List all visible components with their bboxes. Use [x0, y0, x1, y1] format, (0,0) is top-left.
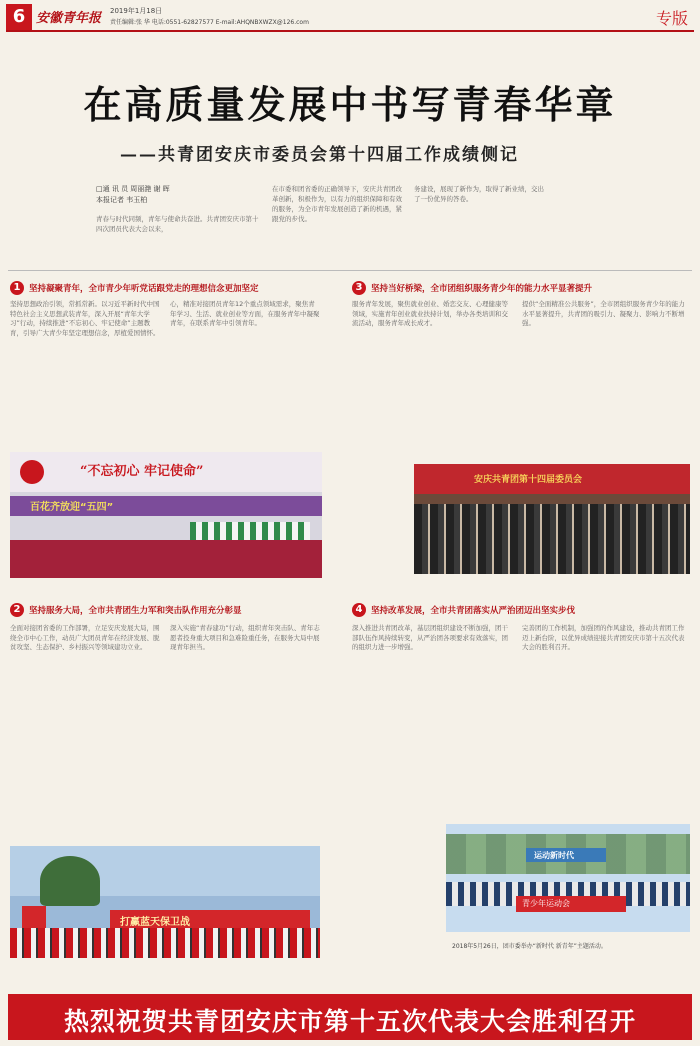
- section-title: 坚持凝聚青年，全市青少年听党话跟党走的理想信念更加坚定: [29, 284, 259, 294]
- section-number: 4: [352, 603, 366, 617]
- photo-stage: [10, 540, 322, 578]
- photo-crowd: [414, 504, 690, 574]
- intro-column-3: 务建设，展现了新作为，取得了新业绩，交出了一份优异的答卷。: [414, 185, 544, 203]
- masthead: 安徽青年报: [36, 11, 102, 26]
- section-number: 3: [352, 281, 366, 295]
- photo-banner-text: “不忘初心 牢记使命”: [80, 464, 204, 479]
- section-label: 专版: [655, 9, 688, 28]
- photo-flag: [22, 906, 46, 930]
- photo-banner-text: 青少年运动会: [522, 899, 570, 908]
- section-1-text-b: 心，精准对接团员青年12个重点领域需求，聚焦青年学习、生活、就业创业等方面，在服务青年中凝聚青年，在联系青年中引领青年。: [170, 300, 320, 327]
- youth-league-logo: [20, 460, 44, 484]
- photo-banner-text: 安庆共青团第十四届委员会: [474, 475, 583, 485]
- section-4-header: [352, 602, 575, 618]
- section-3-header: [352, 280, 592, 296]
- photo-group: [414, 464, 690, 574]
- section-number: 1: [10, 281, 24, 295]
- photo-ceremony: [10, 452, 322, 578]
- section-4-text-b: 完善团的工作机制，加强团的作风建设，推动共青团工作迈上新台阶，以优异成绩迎接共青团安庆市第十五次代表大会的胜利召开。: [522, 624, 685, 651]
- section-2-text-b: 深入实施“青春建功”行动，组织青年突击队、青年志愿者投身重大项目和急难险重任务，在服务大局中展现青年担当。: [170, 624, 320, 651]
- section-2-header: [10, 602, 242, 618]
- section-2-text-a: 全面对接团省委的工作部署，立足安庆发展大局，围绕全市中心工作，动员广大团员青年在经济发展、脱贫攻坚、生态保护、乡村振兴等领域建功立业。: [10, 624, 160, 651]
- section-title: 坚持服务大局，全市共青团生力军和突击队作用充分彰显: [29, 606, 242, 616]
- photo-banner-text: 打赢蓝天保卫战: [120, 917, 190, 928]
- byline-correspondents: □通 讯 员 周丽滟 谢 晖: [96, 185, 170, 193]
- subheadline: ——共青团安庆市委员会第十四届工作成绩侧记: [120, 145, 519, 165]
- byline: [96, 184, 261, 206]
- photo-crowd: [10, 928, 320, 958]
- intro-column-1: 青春与时代同频，青年与使命共奋进。共青团安庆市第十四次团员代表大会以来，: [96, 215, 259, 233]
- section-4-text-a: 深入推进共青团改革，基层团组织建设不断加强，团干部队伍作风持续转变，从严治团各项要求有效落实，团的组织力进一步增强。: [352, 624, 508, 651]
- intro-column-2: 在市委和团省委的正确领导下，安庆共青团改革创新，积极作为，以有力的组织保障和有效的服务，为全市青年发展创造了新的机遇，紧跟党的步伐。: [272, 185, 402, 223]
- photo-sports-event: [446, 824, 690, 932]
- divider: [8, 270, 692, 271]
- photo-caption: 2018年5月26日，团市委举办“新时代 新青年”主题活动。: [452, 943, 607, 950]
- editors-line: 责任编辑:张 华 电话:0551-62827577 E-mail:AHQNBXWZX@126.com: [110, 19, 309, 26]
- header-rule: [6, 30, 694, 32]
- photo-sign-text: 运动新时代: [534, 851, 574, 860]
- footer-banner: [8, 994, 692, 1040]
- section-3-text-a: 服务青年发展，聚焦就业创业、婚恋交友、心理健康等领域，实施青年创业就业扶持计划，举办各类培训和交流活动，服务青年成长成才。: [352, 300, 508, 327]
- page-number: 6: [6, 4, 32, 30]
- photo-tree: [40, 856, 100, 906]
- section-3-text-b: 提供“全面精准公共服务”，全市团组织服务青少年的能力水平显著提升，共青团的吸引力、凝聚力、影响力不断增强。: [522, 300, 685, 327]
- section-1-text-a: 坚持思想政治引领，常抓常新。以习近平新时代中国特色社会主义思想武装青年，深入开展“青年大学习”行动，持续推进“不忘初心、牢记使命”主题教育，引导广大青少年坚定理想信念，厚植爱国情怀。: [10, 300, 160, 337]
- photo-rally: [10, 846, 320, 958]
- footer-banner-text: 热烈祝贺共青团安庆市第十五次代表大会胜利召开: [63, 1007, 636, 1036]
- photo-band-text: 百花齐放迎“五四”: [30, 502, 114, 513]
- section-number: 2: [10, 603, 24, 617]
- section-title: 坚持当好桥梁，全市团组织服务青少年的能力水平显著提升: [371, 284, 593, 294]
- byline-reporter: 本报记者 韦玉柏: [96, 196, 148, 204]
- section-title: 坚持改革发展，全市共青团落实从严治团迈出坚实步伐: [371, 606, 576, 616]
- headline: 在高质量发展中书写青春华章: [83, 82, 617, 127]
- section-1-header: [10, 280, 259, 296]
- date-line: 2019年1月18日: [110, 7, 163, 15]
